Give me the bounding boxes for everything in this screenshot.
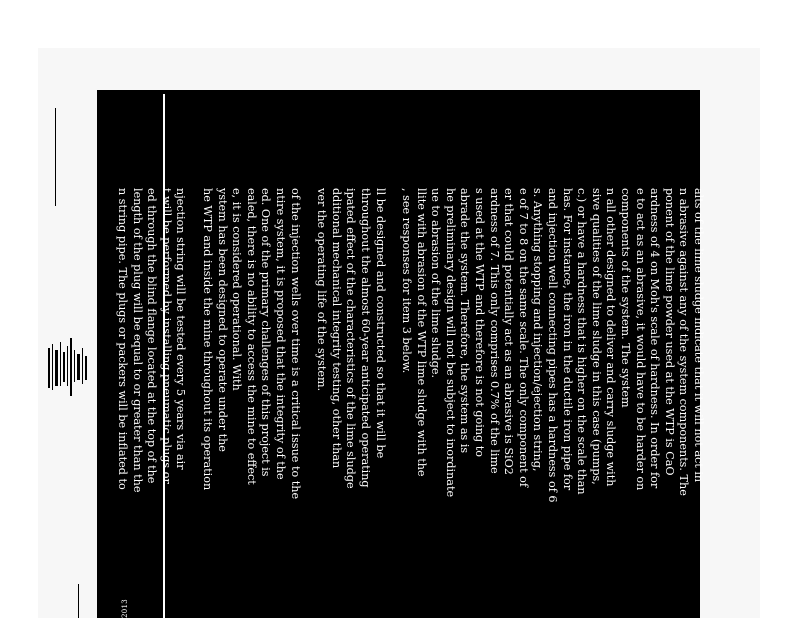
text-line: ed. One of the primary challenges of this project is [259, 188, 273, 477]
text-line: n all other designed to deliver and carry sludge with [604, 188, 618, 487]
text-line: llite with abrasion of the WTP lime sludge with the [414, 188, 428, 477]
text-line: njection string will be tested every 5 years via air [174, 188, 188, 470]
text-line: abrade the system. Therefore, the system as is [458, 188, 472, 454]
scan-margin-mark [55, 108, 56, 206]
text-line: throughout the almost 60-year anticipated operating [358, 188, 372, 488]
text-line: dditional mechanical integrity testing, other than [329, 188, 343, 469]
text-line: and injection well connecting pipes has a hardness of 6 [546, 188, 560, 503]
text-line: he preliminary design will not be subject to inordinate [443, 188, 457, 498]
text-line: sive qualities of the lime sludge in this case (pumps, [589, 188, 603, 485]
text-line: he WTP and inside the mine throughout its operation [201, 188, 214, 491]
text-line: ealed, there is no ability to access the mine to effect [244, 188, 258, 485]
text-line: ntire system, it is proposed that the integrity of the [273, 188, 287, 480]
text-line: n abrasive against any of the system components. The [677, 188, 691, 496]
scan-margin-mark [78, 584, 79, 618]
text-line: , see responses for item 3 below. [400, 188, 414, 374]
body-text [102, 188, 705, 618]
text-line: t will be performed by installing pneumatic plugs or [159, 188, 173, 484]
text-line: has. For instance, the iron in the ductile iron pipe for [560, 188, 574, 491]
text-line: e to act as an abrasive, it would have to be harder on [633, 188, 647, 491]
paragraph [114, 188, 187, 618]
text-line: s. Anything stopping and injection/ejection string, [531, 188, 545, 472]
text-line: e of 7 to 8 on the same scale. The only component of [516, 188, 530, 488]
text-line: ipated effect of the characteristics of the lime sludge [344, 188, 358, 489]
text-line: er that could potentially act as an abrasive is SiO2 [502, 188, 516, 475]
text-line: n string pipe. The plugs or packers will be inflated to [116, 188, 130, 490]
text-line: s used at the WTP and therefore is not going to [473, 188, 487, 458]
text-line: e, it is considered operational. With [230, 188, 244, 391]
paragraph [199, 188, 301, 618]
text-line: alts of the lime sludge indicate that it will not act in [692, 188, 705, 483]
text-line: length of the plug will be equal to or greater than the [130, 188, 144, 493]
text-line: ardness of 4 on Moh's scale of hardness. In order for [648, 188, 662, 489]
text-line: ponent of the lime powder used at the WTP is CaO [662, 188, 676, 476]
text-line: ver the operating life of the system. [315, 188, 329, 392]
text-line: of the injection wells over time is a critical issue to the [288, 188, 302, 500]
text-line: ardness of 7. This only comprises 0.7% of the lime [487, 188, 501, 474]
footer-date: 2013 [121, 598, 129, 618]
barcode-mark [48, 338, 90, 398]
document-page [97, 90, 705, 618]
text-line: components of the system. The system [619, 188, 633, 408]
text-line: ed through the blind flange located at the top of the [145, 188, 159, 484]
paragraph [314, 188, 387, 618]
text-line: ue to abrasion of the lime sludge. [429, 188, 443, 379]
text-line: ystem has been designed to operate under the [215, 188, 229, 452]
text-line: c.) or have a hardness that is higher on the scale than [575, 188, 589, 495]
text-line: ll be designed and constructed so that it will be [373, 188, 387, 459]
paragraph [399, 188, 705, 618]
